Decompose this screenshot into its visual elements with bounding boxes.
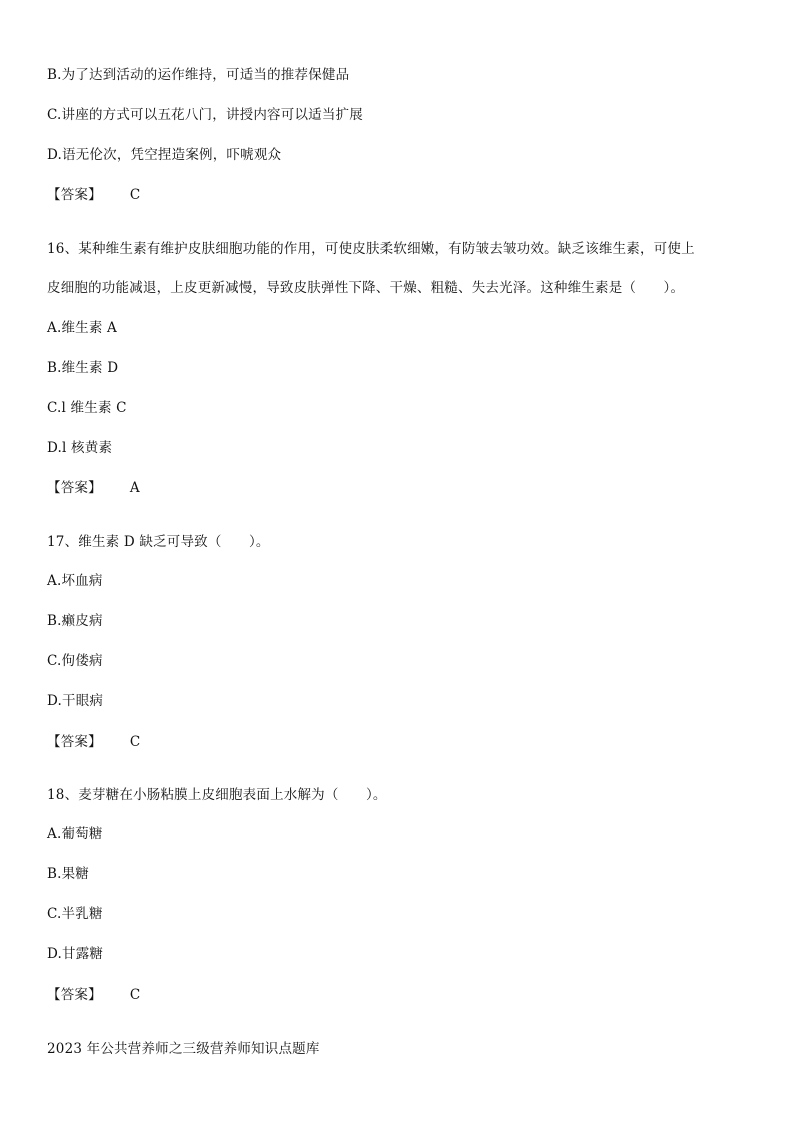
question-16-option-c: C.l 维生素 C: [47, 400, 127, 416]
answer-tag: 【答案】: [47, 987, 102, 1003]
answer-value: C: [129, 734, 141, 750]
answer-tag: 【答案】: [47, 734, 102, 750]
answer-line: [47, 186, 140, 204]
question-18-option-d: D.甘露糖: [47, 946, 104, 962]
question-17-option-c: C.佝偻病: [47, 653, 103, 669]
question-18-stem: 18、麦芽糖在小肠粘膜上皮细胞表面上水解为（ ）。: [47, 787, 387, 803]
option-c: C.讲座的方式可以五花八门，讲授内容可以适当扩展: [47, 107, 363, 123]
answer-tag: 【答案】: [47, 480, 102, 496]
question-18-answer-line: [47, 986, 140, 1004]
question-17-option-a: A.坏血病: [47, 573, 103, 589]
option-b: B.为了达到活动的运作维持，可适当的推荐保健品: [47, 67, 350, 83]
question-17-answer-line: [47, 733, 140, 751]
answer-tag: 【答案】: [47, 187, 102, 203]
answer-value: C: [129, 187, 141, 203]
question-18-option-b: B.果糖: [47, 866, 90, 882]
answer-value: C: [129, 987, 141, 1003]
question-16-option-a: A.维生素 A: [47, 320, 117, 336]
question-16-option-b: B.维生素 D: [47, 360, 119, 376]
question-18-option-a: A.葡萄糖: [47, 826, 103, 842]
option-d: D.语无伦次，凭空捏造案例，吓唬观众: [47, 147, 282, 163]
question-17-option-d: D.干眼病: [47, 693, 104, 709]
question-16-option-d: D.l 核黄素: [47, 440, 113, 456]
question-18-option-c: C.半乳糖: [47, 906, 103, 922]
question-16-stem-line2: 皮细胞的功能减退，上皮更新减慢，导致皮肤弹性下降、干燥、粗糙、失去光泽。这种维生素是（ ）。: [47, 280, 685, 296]
question-16-stem-line1: 16、某种维生素有维护皮肤细胞功能的作用，可使皮肤柔软细嫩，有防皱去皱功效。缺乏该维生素，可使上: [47, 241, 695, 257]
question-16-answer-line: [47, 479, 140, 497]
document-footer: 2023 年公共营养师之三级营养师知识点题库: [47, 1041, 320, 1057]
question-17-stem: 17、维生素 D 缺乏可导致（ ）。: [47, 534, 270, 550]
question-17-option-b: B.癞皮病: [47, 613, 103, 629]
answer-value: A: [129, 480, 140, 496]
